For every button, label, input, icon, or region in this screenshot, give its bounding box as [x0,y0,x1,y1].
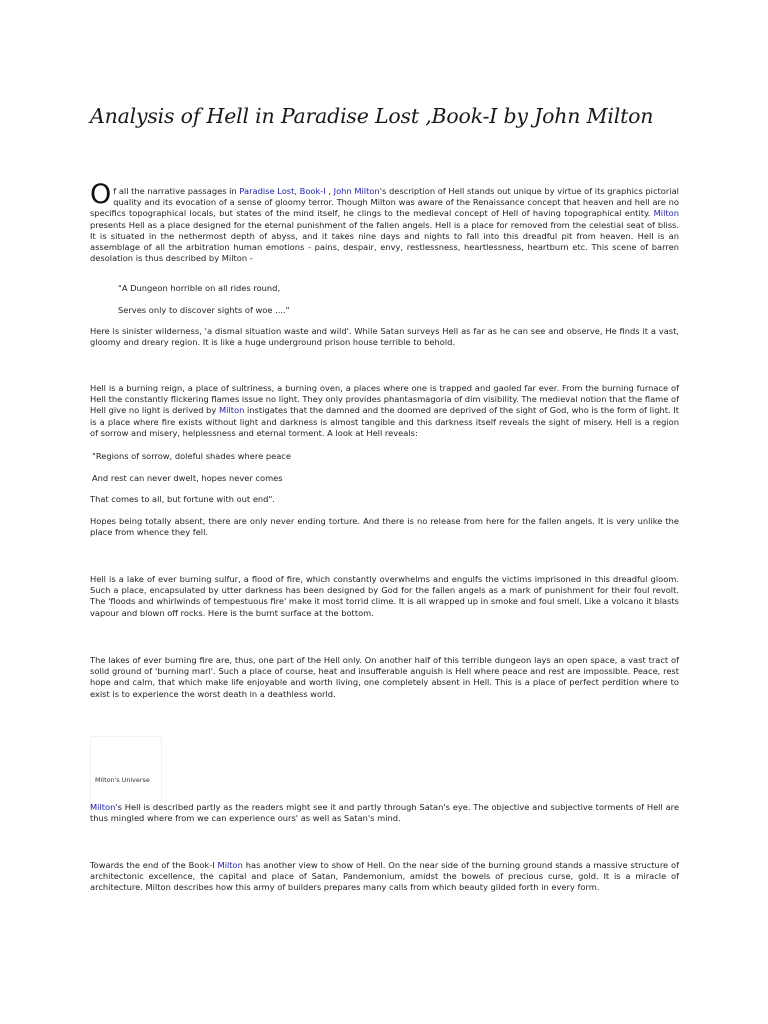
page-title: Analysis of Hell in Paradise Lost ,Book-I by John Milton [90,104,654,128]
figure-caption: Milton's Universe [95,776,150,784]
paragraph: Milton's Hell is described partly as the readers might see it and partly through Satan's eye. The objective and subjective torments of Hell are thus mingled where from we can experience ours' as well as Satan's mind. [90,802,679,824]
milton-link-1[interactable]: Milton [653,208,679,219]
john-milton-link[interactable]: John Milton [333,186,380,196]
paragraph: Hopes being totally absent, there are only never ending torture. And there is no release from here for the fallen angels. It is very unlike the place from whence they fell. [90,516,679,538]
quote-line: And rest can never dwelt, hopes never comes [92,473,283,483]
quote-line: Serves only to discover sights of woe ...." [118,305,290,315]
milton-universe-image [90,736,162,808]
paradise-lost-link[interactable]: Paradise Lost [239,186,295,196]
quote-line: "A Dungeon horrible on all rides round, [118,283,281,293]
quote-line: That comes to all, but fortune with out end". [90,494,275,504]
paragraph: Towards the end of the Book-I Milton has another view to show of Hell. On the near side of the burning ground stands a massive structure of architectonic excellence, the capital and place of Satan, Pandemonium, amidst the bowels of precious curse, gold. It is a miracle of architecture. Milton describes how this army of builders prepares many calls from which beauty gilded forth in every form. [90,860,679,893]
drop-cap: O [90,179,112,210]
paragraph: Hell is a lake of ever burning sulfur, a flood of fire, which constantly overwhelms and engulfs the victims imprisoned in this dreadful gloom. Such a place, encapsulated by utter darkness has been designed by God for the fallen angels as a mark of punishment for their foul revolt. The 'floods and whirlwinds of tempestuous fire' make it most torrid clime. It is all wrapped up in smoke and foul smell. Like a volcano it blasts vapour and blown off rocks. Here is the burnt surface at the bottom. [90,574,679,618]
quote-line: "Regions of sorrow, doleful shades where peace [92,451,291,461]
book-i-link[interactable]: Book-I [299,186,326,196]
paragraph: Hell is a burning reign, a place of sultriness, a burning oven, a places where one is trapped and gaoled far ever. From the burning furnace of Hell the constantly flickering flames issue no light. They only provides phantasmagoria of dim visibility. The medieval notion that the flame of Hell give no light is derived by Milton instigates that the damned and the doomed are deprived of the sight of God, who is the form of light. It is a place where fire exists without light and darkness is almost tangible and this darkness itself reveals the sight of misery. Hell is a region of sorrow and misery, helplessness and eternal torment. A look at Hell reveals: [90,383,679,438]
milton-link-4[interactable]: Milton [217,860,243,870]
milton-link-2[interactable]: Milton [218,405,245,416]
paragraph: The lakes of ever burning fire are, thus, one part of the Hell only. On another half of this terrible dungeon lays an open space, a vast tract of solid ground of 'burning marl'. Such a place of course, heat and insufferable anguish is Hell where peace and rest are impossible. Peace, rest hope and calm, that which make life enjoyable and worth living, one completely absent in Hell. This is a place of perfect perdition where to exist is to experience the worst death in a deathless world. [90,655,679,699]
paragraph: Here is sinister wilderness, 'a dismal situation waste and wild'. While Satan surveys Hell as far as he can see and observe, He finds it a vast, gloomy and dreary region. It is like a huge underground prison house terrible to behold. [90,326,679,348]
milton-link-3[interactable]: Milton [90,802,116,812]
intro-paragraph: Of all the narrative passages in Paradise Lost, Book-I , John Milton's description of Hell stands out unique by virtue of its graphics pictorial quality and its evocation of a sense of gloomy terror. Though Milton was aware of the Renaissance concept that heaven and hell are no specifics topographical locals, but states of the mind itself, he clings to the medieval concept of Hell of having topographical entity. Milton presents Hell as a place designed for the eternal punishment of the fallen angels. Hell is a place for removed from the celestial seat of bliss. It is situated in the nethermost depth of abyss, and it takes nine days and nights to fall into this dreadful pit from heaven. Hell is an assemblage of all the arbitration human emotions - pains, despair, envy, restlessness, heartlessness, heartburn etc. This scene of barren desolation is thus described by Milton - [90,179,679,264]
